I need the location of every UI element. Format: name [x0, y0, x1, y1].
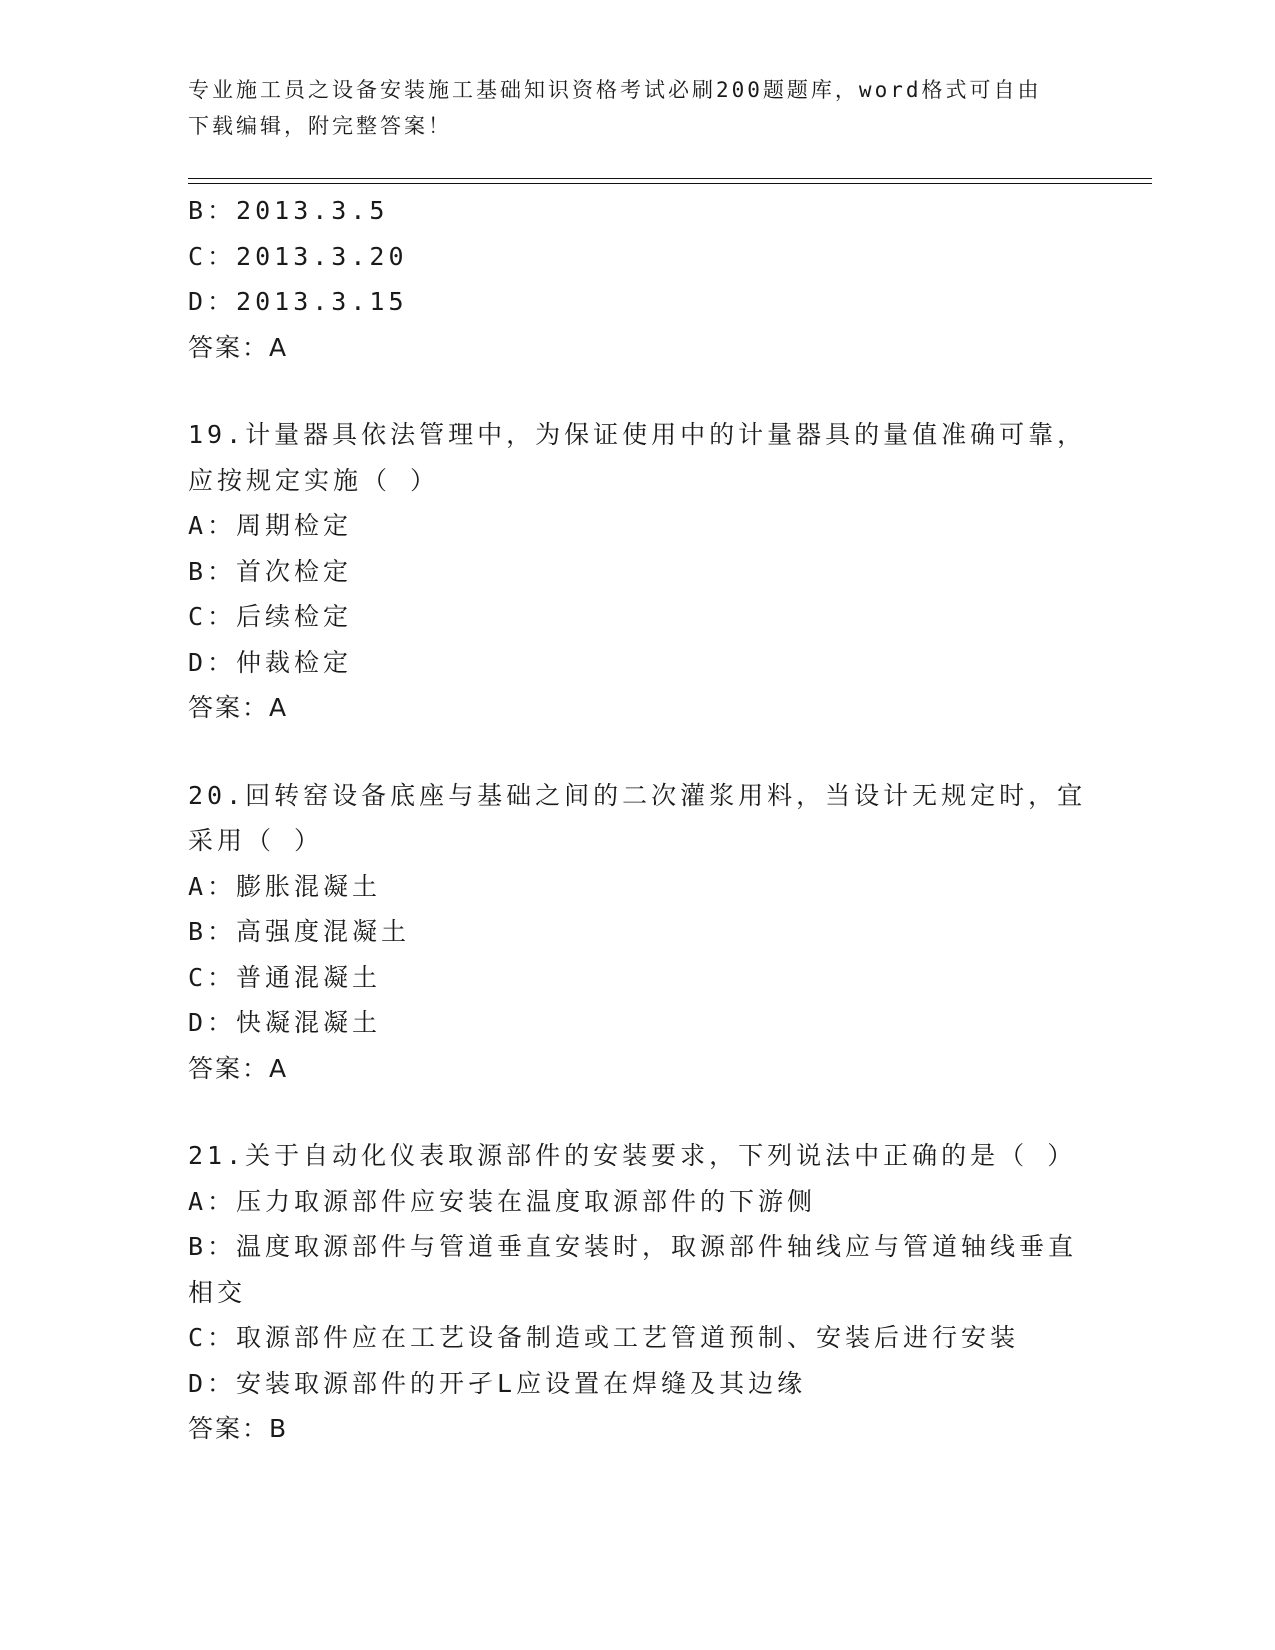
header-line-2: 下载编辑，附完整答案！	[188, 114, 452, 138]
question-stem: 采用（ ）	[188, 826, 324, 855]
option-c: C：2013.3.20	[188, 241, 408, 271]
answer-label: 答案：A	[188, 693, 289, 722]
option-c: C：普通混凝土	[188, 962, 382, 992]
answer-label: 答案：B	[188, 1414, 289, 1443]
option-b: B：首次检定	[188, 556, 353, 586]
header-divider-bottom	[188, 183, 1152, 184]
question-block-20	[188, 773, 1088, 1092]
question-block-19	[188, 412, 1088, 731]
option-b: B：高强度混凝土	[188, 917, 411, 946]
option-a: A：膨胀混凝土	[188, 871, 382, 901]
header-divider-top	[188, 178, 1152, 179]
question-list	[188, 188, 1088, 1452]
option-d: D：安装取源部件的开孑L应设置在焊缝及其边缘	[188, 1368, 807, 1398]
option-d: D：2013.3.15	[188, 287, 408, 316]
answer-label: 答案：A	[188, 1053, 289, 1083]
question-block-prev	[188, 188, 1088, 370]
question-spacer	[188, 370, 1088, 412]
question-block-21	[188, 1133, 1088, 1452]
question-stem: 应按规定实施（ ）	[188, 465, 440, 495]
option-b-continued: 相交	[188, 1277, 247, 1307]
question-spacer	[188, 731, 1088, 773]
question-stem: 20.回转窑设备底座与基础之间的二次灌浆用料，当设计无规定时，宜	[188, 780, 1087, 810]
question-stem: 19.计量器具依法管理中，为保证使用中的计量器具的量值准确可靠，	[188, 420, 1087, 449]
option-b: B：温度取源部件与管道垂直安装时，取源部件轴线应与管道轴线垂直	[188, 1232, 1078, 1261]
option-a: A：压力取源部件应安装在温度取源部件的下游侧	[188, 1186, 817, 1216]
option-d: D：快凝混凝土	[188, 1008, 382, 1037]
option-a: A：周期检定	[188, 511, 353, 540]
option-d: D：仲裁检定	[188, 647, 353, 677]
question-stem: 21.关于自动化仪表取源部件的安装要求，下列说法中正确的是（ ）	[188, 1141, 1077, 1170]
document-header	[188, 72, 1088, 144]
answer-label: 答案：A	[188, 332, 289, 362]
option-c: C：后续检定	[188, 602, 353, 631]
option-b: B：2013.3.5	[188, 196, 389, 225]
question-spacer	[188, 1091, 1088, 1133]
option-c: C：取源部件应在工艺设备制造或工艺管道预制、安装后进行安装	[188, 1323, 1020, 1352]
header-line-1: 专业施工员之设备安装施工基础知识资格考试必刷200题题库，word格式可自由	[188, 78, 1042, 102]
